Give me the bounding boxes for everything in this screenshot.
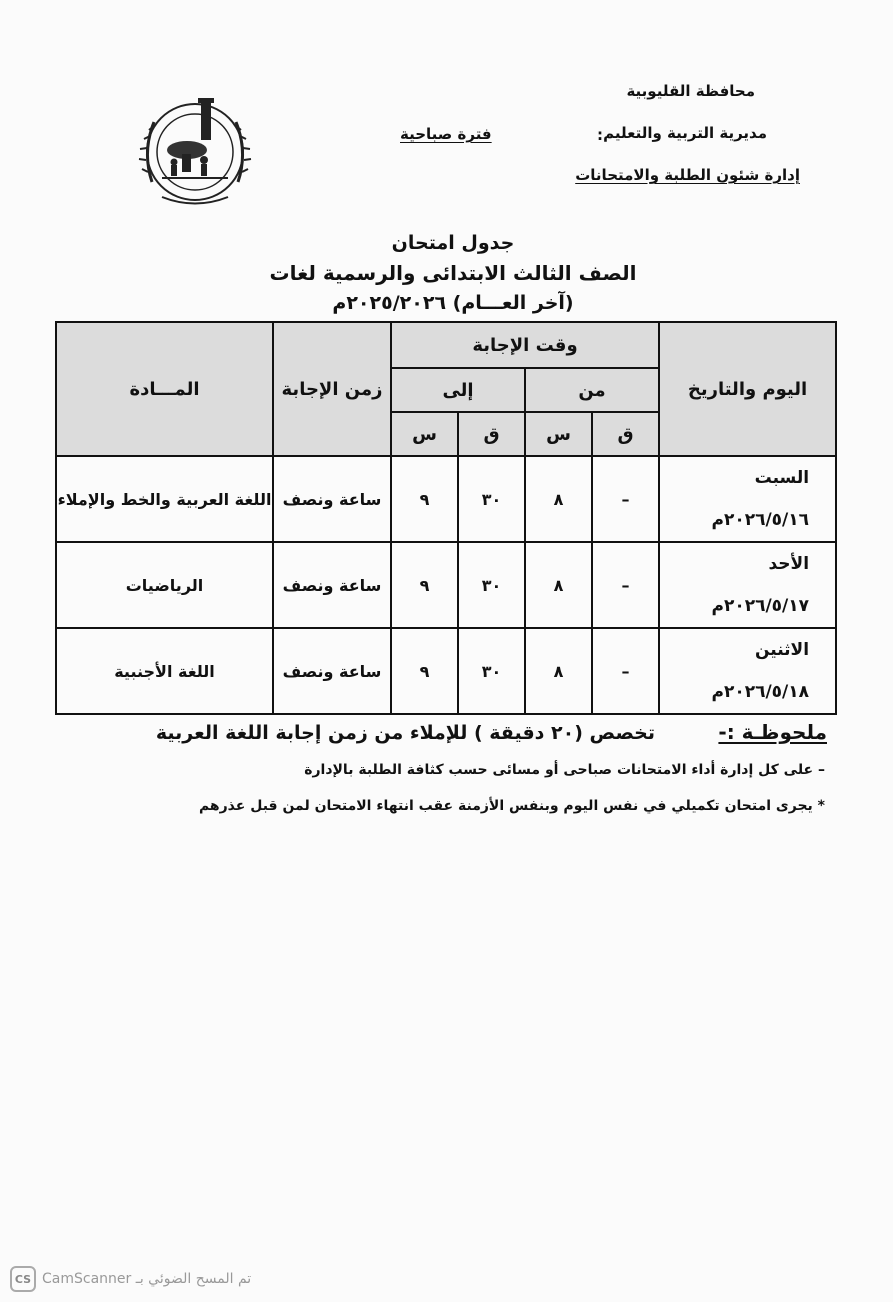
directorate-label: مديرية التربية والتعليم [603, 124, 767, 142]
ministry-seal-icon [132, 92, 258, 208]
from-q-cell: – [592, 628, 659, 714]
day-name: السبت [754, 468, 810, 488]
title-line-2: الصف الثالث الابتدائى والرسمية لغات [269, 261, 637, 285]
camscanner-watermark [10, 1266, 251, 1292]
camscanner-text: تم المسح الضوئي بـ CamScanner [42, 1271, 252, 1287]
subject-cell: اللغة الأجنبية [56, 628, 273, 714]
colon-mark: : [597, 126, 603, 144]
department-label: إدارة شئون الطلبة والامتحانات [575, 166, 800, 184]
day-name: الاثنين [754, 640, 810, 660]
from-q-cell: – [592, 542, 659, 628]
duration-cell: ساعة ونصف [273, 456, 391, 542]
note-main: تخصص (٢٠ دقيقة ) للإملاء من زمن إجابة اللغة العربية [155, 722, 655, 744]
from-s-cell: ٨ [525, 456, 592, 542]
header-from-s: س [525, 412, 592, 456]
header-to: إلى [391, 368, 525, 412]
header-duration: زمن الإجابة [273, 322, 391, 456]
note-label: ملحوظـة :- [718, 720, 827, 744]
to-q-cell: ٣٠ [458, 542, 525, 628]
header-to-s: س [391, 412, 458, 456]
to-q-cell: ٣٠ [458, 456, 525, 542]
header-to-q: ق [458, 412, 525, 456]
header-from: من [525, 368, 659, 412]
from-s-cell: ٨ [525, 542, 592, 628]
day-date-cell [659, 628, 836, 714]
from-s-cell: ٨ [525, 628, 592, 714]
duration-cell: ساعة ونصف [273, 542, 391, 628]
subject-cell: اللغة العربية والخط والإملاء [56, 456, 273, 542]
exam-schedule-table [55, 321, 837, 715]
note-line-1: – على كل إدارة أداء الامتحانات صباحى أو مسائى حسب كثافة الطلبة بالإدارة [304, 762, 825, 778]
subject-cell: الرياضيات [56, 542, 273, 628]
exam-date: ٢٠٢٦/٥/١٨م [711, 682, 810, 702]
day-date-cell [659, 542, 836, 628]
title-line-1: جدول امتحان [391, 232, 515, 254]
day-name: الأحد [768, 554, 810, 574]
from-q-cell: – [592, 456, 659, 542]
to-q-cell: ٣٠ [458, 628, 525, 714]
shift-label: فترة صباحية [400, 125, 492, 143]
header-from-q: ق [592, 412, 659, 456]
duration-cell: ساعة ونصف [273, 628, 391, 714]
to-s-cell: ٩ [391, 542, 458, 628]
exam-date: ٢٠٢٦/٥/١٦م [711, 510, 810, 530]
exam-date: ٢٠٢٦/٥/١٧م [711, 596, 810, 616]
header-day-date: اليوم والتاريخ [659, 322, 836, 456]
table-row [56, 628, 836, 714]
note-line-2: * يجرى امتحان تكميلي في نفس اليوم وبنفس الأزمنة عقب انتهاء الامتحان لمن قبل عذرهم [198, 798, 825, 814]
to-s-cell: ٩ [391, 456, 458, 542]
camscanner-logo-icon: CS [10, 1266, 36, 1292]
table-row [56, 456, 836, 542]
header-answer-time: وقت الإجابة [391, 322, 659, 368]
header-subject: المـــادة [56, 322, 273, 456]
table-row [56, 542, 836, 628]
day-date-cell [659, 456, 836, 542]
to-s-cell: ٩ [391, 628, 458, 714]
governorate-label: محافظة القليوبية [626, 82, 755, 100]
title-line-3: (آخر العـــام) ٢٠٢٥/٢٠٢٦م [332, 292, 574, 314]
